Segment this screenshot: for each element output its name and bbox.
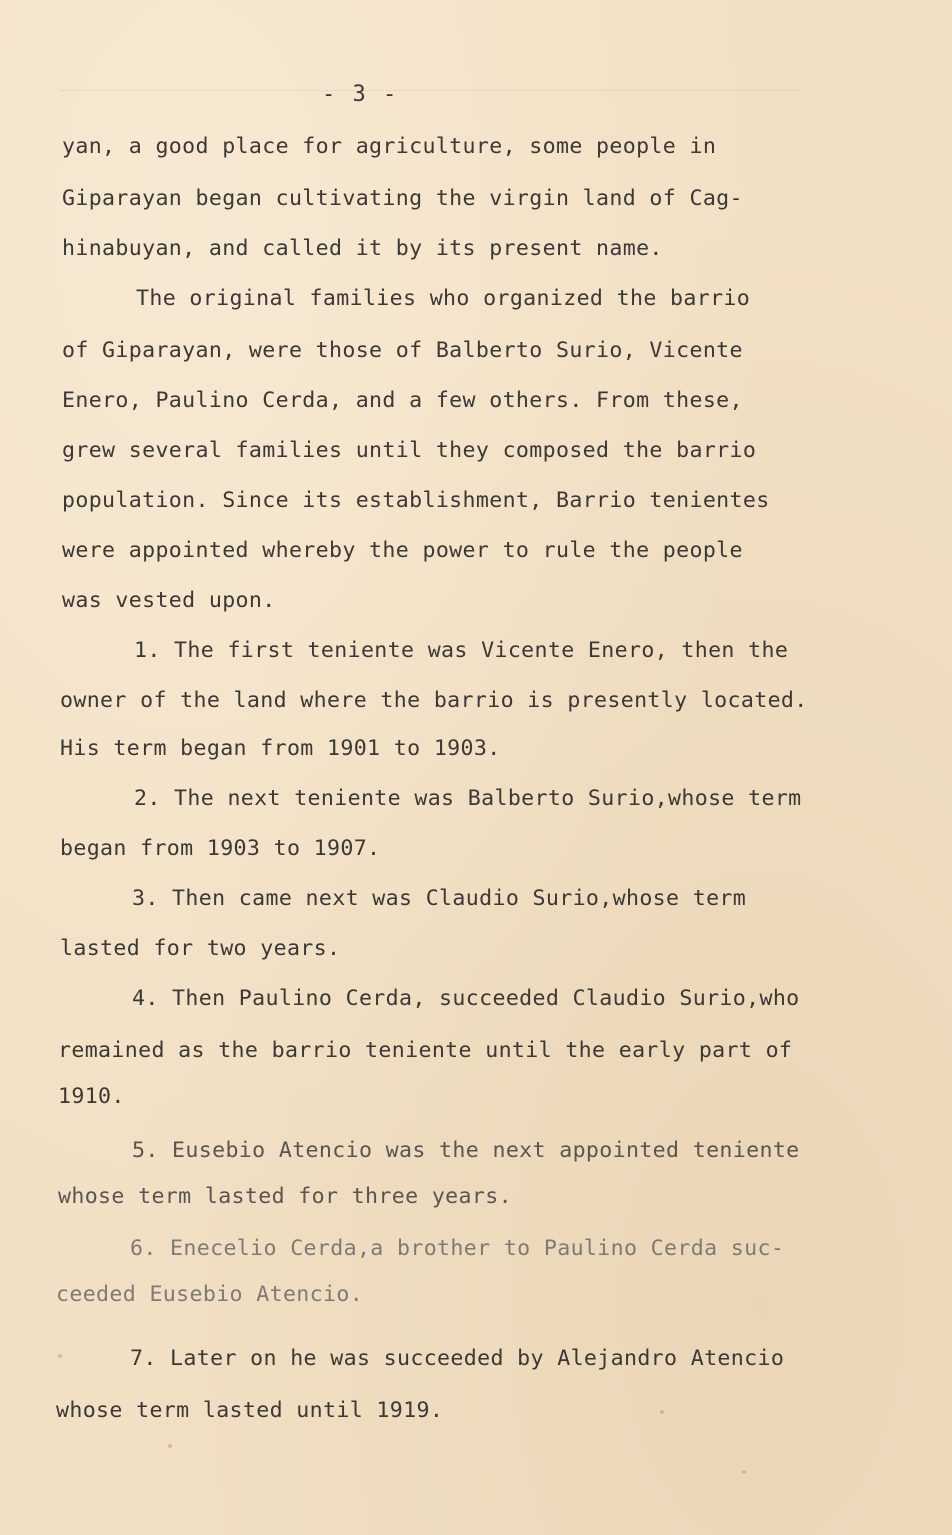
text-line: 7. Later on he was succeeded by Alejandro Atencio — [130, 1346, 785, 1371]
text-line: 1910. — [58, 1084, 125, 1109]
text-line: Giparayan began cultivating the virgin land of Cag- — [62, 186, 743, 211]
paper-spot — [742, 1470, 746, 1474]
text-line: population. Since its establishment, Barrio tenientes — [62, 488, 770, 513]
text-line: Enero, Paulino Cerda, and a few others. From these, — [62, 388, 743, 413]
text-line: His term began from 1901 to 1903. — [60, 736, 501, 761]
text-line: began from 1903 to 1907. — [60, 836, 381, 861]
text-line: of Giparayan, were those of Balberto Surio, Vicente — [62, 338, 743, 363]
text-line: owner of the land where the barrio is presently located. — [60, 688, 808, 713]
text-line: 6. Enecelio Cerda,a brother to Paulino Cerda suc- — [130, 1236, 785, 1261]
text-line: The original families who organized the barrio — [136, 286, 751, 311]
text-line: yan, a good place for agriculture, some people in — [62, 134, 717, 159]
text-line: 2. The next teniente was Balberto Surio,whose term — [134, 786, 802, 811]
text-line: 5. Eusebio Atencio was the next appointed teniente — [132, 1138, 800, 1163]
paper-spot — [58, 1354, 62, 1358]
text-line: grew several families until they composed the barrio — [62, 438, 757, 463]
text-line: remained as the barrio teniente until the early part of — [58, 1038, 793, 1063]
text-line: 4. Then Paulino Cerda, succeeded Claudio Surio,who — [132, 986, 800, 1011]
text-line: was vested upon. — [62, 588, 276, 613]
text-line: were appointed whereby the power to rule the people — [62, 538, 743, 563]
text-line: whose term lasted for three years. — [58, 1184, 512, 1209]
text-line: whose term lasted until 1919. — [56, 1398, 444, 1423]
text-line: lasted for two years. — [60, 936, 341, 961]
text-line: 3. Then came next was Claudio Surio,whose term — [132, 886, 747, 911]
text-line: ceeded Eusebio Atencio. — [56, 1282, 364, 1307]
paper-spot — [660, 1410, 664, 1414]
text-line: hinabuyan, and called it by its present name. — [62, 236, 663, 261]
text-line: 1. The first teniente was Vicente Enero, then the — [134, 638, 789, 663]
paper-spot — [168, 1444, 172, 1448]
page-number: - 3 - — [322, 82, 399, 107]
